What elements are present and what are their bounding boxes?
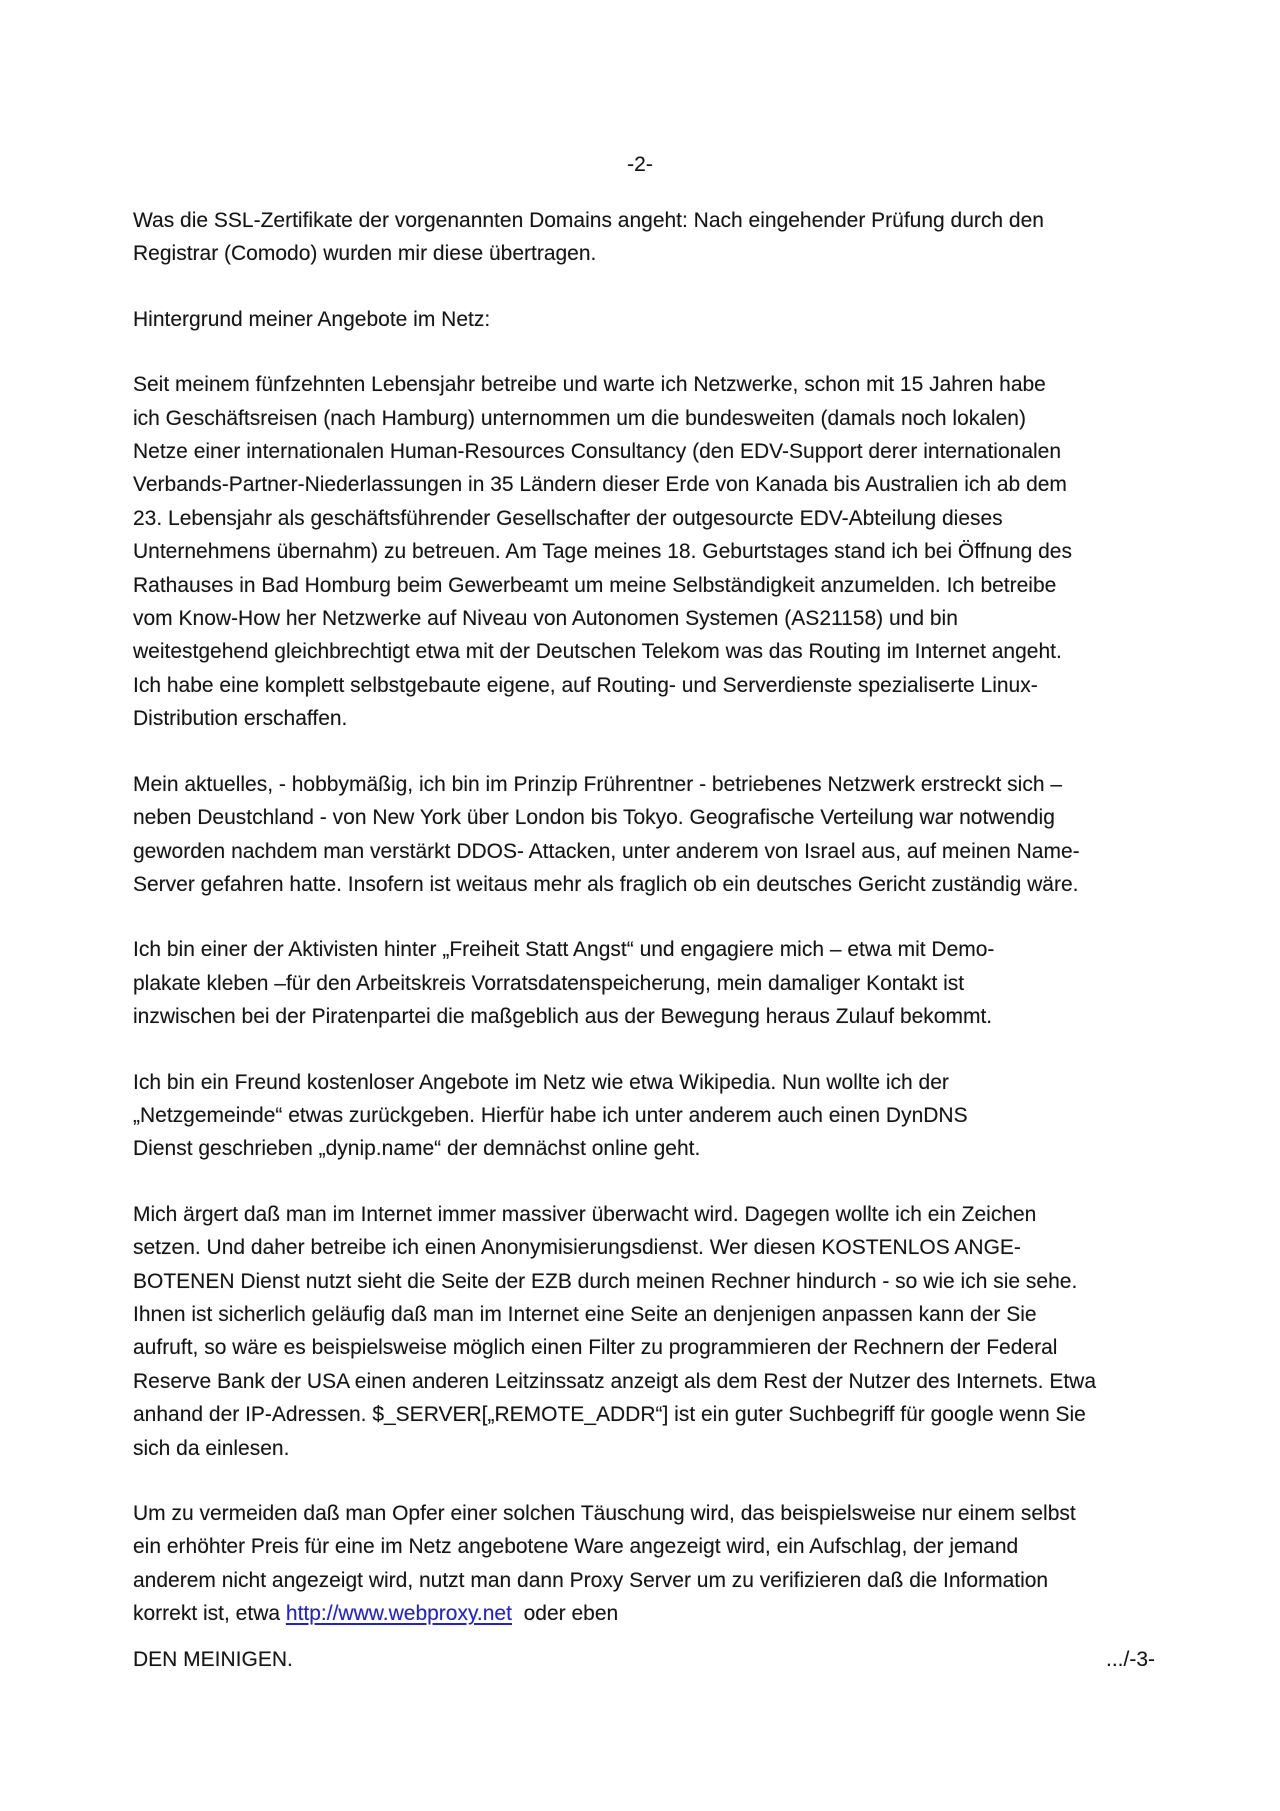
text-line: Ich bin ein Freund kostenloser Angebote im Netz wie etwa Wikipedia. Nun wollte ich der <box>133 1070 949 1094</box>
heading-background <box>133 303 1155 336</box>
para-anonymization-service <box>133 1198 1155 1465</box>
para-activism <box>133 933 1155 1033</box>
text-line: Netze einer internationalen Human-Resources Consultancy (den EDV-Support derer internationalen <box>133 440 1062 464</box>
text-segment: oder eben <box>511 1602 619 1626</box>
webproxy-link[interactable]: http://www.webproxy.net <box>285 1602 512 1626</box>
text-line: Unternehmens übernahm) zu betreuen. Am Tage meines 18. Geburtstages stand ich bei Öffnung des <box>133 540 1072 564</box>
text-line: aufruft, so wäre es beispielsweise möglich einen Filter zu programmieren der Rechnern der Federal <box>133 1336 1058 1360</box>
para-network-history <box>133 368 1155 735</box>
para-free-services <box>133 1066 1155 1166</box>
text-segment: korrekt ist, etwa <box>133 1602 286 1626</box>
text-line: Ich habe eine komplett selbstgebaute eigene, auf Routing- und Serverdienste spezialiserte Linux- <box>133 673 1038 697</box>
text-line: Um zu vermeiden daß man Opfer einer solchen Täuschung wird, das beispielsweise nur einem selbst <box>133 1502 1076 1525</box>
text-line: plakate kleben –für den Arbeitskreis Vorratsdatenspeicherung, mein damaliger Kontakt ist <box>133 971 965 995</box>
text-line: Ihnen ist sicherlich geläufig daß man im Internet eine Seite an denjenigen anpassen kann der Sie <box>133 1302 1037 1326</box>
text-line: ich Geschäftsreisen (nach Hamburg) unternommen um die bundesweiten (damals noch lokalen) <box>133 406 1026 430</box>
text-line: Reserve Bank der USA einen anderen Leitzinssatz anzeigt als dem Rest der Nutzer des Internets. Etwa <box>133 1369 1097 1393</box>
text-line: Verbands-Partner-Niederlassungen in 35 Ländern dieser Erde von Kanada bis Australien ich ab dem <box>133 473 1067 497</box>
footer-right-text: .../-3- <box>1105 1647 1155 1671</box>
text-line: vom Know-How her Netzwerke auf Niveau von Autonomen Systemen (AS21158) und bin <box>133 607 958 631</box>
text-line: Hintergrund meiner Angebote im Netz: <box>133 307 491 331</box>
text-line: geworden nachdem man verstärkt DDOS- Attacken, unter anderem von Israel aus, auf meinen Name- <box>133 839 1080 863</box>
text-line: Mein aktuelles, - hobbymäßig, ich bin im Prinzip Frührentner - betriebenes Netzwerk erstreckt sich – <box>133 772 1063 796</box>
footer-left-text: DEN MEINIGEN. <box>133 1647 293 1671</box>
para-ssl-certificates <box>133 204 1155 271</box>
text-line: Server gefahren hatte. Insofern ist weitaus mehr als fraglich ob ein deutsches Gericht zuständig wäre. <box>133 872 1079 896</box>
text-line: 23. Lebensjahr als geschäftsführender Gesellschafter der outgesourcte EDV-Abteilung dieses <box>133 506 1003 530</box>
text-line: Seit meinem fünfzehnten Lebensjahr betreibe und warte ich Netzwerke, schon mit 15 Jahren habe <box>133 373 1046 397</box>
text-line: Dienst geschrieben „dynip.name“ der demnächst online geht. <box>133 1137 701 1161</box>
text-line: setzen. Und daher betreibe ich einen Anonymisierungsdienst. Wer diesen KOSTENLOS ANGE- <box>133 1236 1021 1260</box>
text-line: anhand der IP-Adressen. $_SERVER[„REMOTE_ADDR“] ist ein guter Suchbegriff für google wenn Sie <box>133 1403 1086 1427</box>
document-body <box>133 204 1155 1676</box>
text-line: „Netzgemeinde“ etwas zurückgeben. Hierfür habe ich unter anderem auch einen DynDNS <box>133 1103 968 1127</box>
text-line: Registrar (Comodo) wurden mir diese übertragen. <box>133 242 597 266</box>
text-line: neben Deustchland - von New York über London bis Tokyo. Geografische Verteilung war notwendig <box>133 806 1055 830</box>
text-line: Ich bin einer der Aktivisten hinter „Freiheit Statt Angst“ und engagiere mich – etwa mit Demo- <box>133 938 995 962</box>
para-proxy-verification <box>133 1497 1155 1631</box>
text-line: Distribution erschaffen. <box>133 707 348 731</box>
text-line <box>133 1597 1155 1630</box>
text-line: Rathauses in Bad Homburg beim Gewerbeamt um meine Selbständigkeit anzumelden. Ich betreibe <box>133 573 1057 597</box>
page-footer <box>133 1643 1155 1676</box>
text-line: inzwischen bei der Piratenpartei die maßgeblich aus der Bewegung heraus Zulauf bekommt. <box>133 1005 993 1029</box>
text-line: BOTENEN Dienst nutzt sieht die Seite der EZB durch meinen Rechner hindurch - so wie ich sie sehe. <box>133 1269 1078 1293</box>
page-number: -2- <box>627 153 653 176</box>
text-line: anderem nicht angezeigt wird, nutzt man dann Proxy Server um zu verifizieren daß die Information <box>133 1568 1049 1592</box>
text-line: Mich ärgert daß man im Internet immer massiver überwacht wird. Dagegen wollte ich ein Zeichen <box>133 1202 1037 1226</box>
text-line: Was die SSL-Zertifikate der vorgenannten Domains angeht: Nach eingehender Prüfung durch den <box>133 209 1044 232</box>
para-current-network <box>133 768 1155 902</box>
text-line: sich da einlesen. <box>133 1436 290 1460</box>
text-line: weitestgehend gleichbrechtigt etwa mit der Deutschen Telekom was das Routing im Internet angeht. <box>133 640 1062 664</box>
text-line: ein erhöhter Preis für eine im Netz angebotene Ware angezeigt wird, ein Aufschlag, der jemand <box>133 1535 1019 1559</box>
